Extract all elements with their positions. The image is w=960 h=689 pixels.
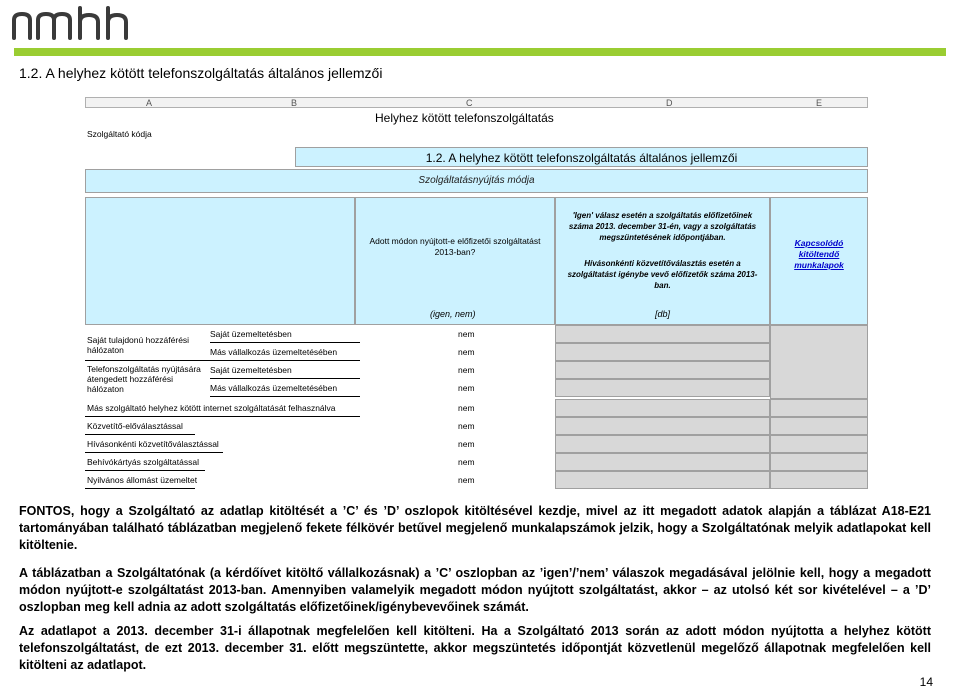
column-header-b[interactable]: B xyxy=(291,98,298,108)
table-row xyxy=(85,325,868,343)
unit-row xyxy=(85,305,868,325)
row-label-b: Saját üzemeltetésben xyxy=(210,365,292,375)
row-label-a: Telefonszolgáltatás nyújtására átengedett hozzáférési hálózaton xyxy=(87,364,201,394)
column-header-c[interactable]: C xyxy=(466,98,473,108)
row-label-a: Behívókártyás szolgáltatással xyxy=(87,457,199,467)
table-row xyxy=(85,343,868,361)
column-headers xyxy=(85,97,868,108)
section-title: 1.2. A helyhez kötött telefonszolgáltatás általános jellemzői xyxy=(19,65,383,81)
table-row xyxy=(85,399,868,417)
logo-text: nmhh xyxy=(10,6,13,7)
row-label-b: Saját üzemeltetésben xyxy=(210,329,292,339)
sub-title-row xyxy=(295,147,868,167)
row-label-a: Hívásonkénti közvetítőválasztással xyxy=(87,439,219,449)
table-row xyxy=(85,379,868,397)
column-header-e[interactable]: E xyxy=(816,98,823,108)
cell-d[interactable] xyxy=(555,399,770,417)
cell-e xyxy=(770,471,868,489)
table-row xyxy=(85,417,868,435)
row-label-a: Közvetítő-előválasztással xyxy=(87,421,183,431)
row-label-b: Más vállalkozás üzemeltetésében xyxy=(210,383,338,393)
related-sheets-link[interactable]: Kapcsolódó kitöltendő munkalapok xyxy=(794,238,844,270)
row-value-c[interactable]: nem xyxy=(458,365,475,375)
instruction-paragraph-1: FONTOS, hogy a Szolgáltató az adatlap kitöltését a ’C’ és ’D’ oszlopok kitöltésével kezdje, mivel az itt megadott adatok alapján a táblázat A18-E21 tartományában található táblázatban megjelenő fekete félkövér betűvel megjelenő munkalapszámok jelzik, hogy a Szolgáltatónak melyik adatlapokat kell kitöltenie. xyxy=(19,504,931,552)
nmhh-logo xyxy=(10,6,132,40)
table-row xyxy=(85,435,868,453)
cell-e xyxy=(770,399,868,417)
row-value-c[interactable]: nem xyxy=(458,475,475,485)
unit-c: (igen, nem) xyxy=(430,309,476,319)
cell-e xyxy=(770,453,868,471)
cell-e xyxy=(770,435,868,453)
column-header-d[interactable]: D xyxy=(666,98,673,108)
sub-title: 1.2. A helyhez kötött telefonszolgáltatás általános jellemzői xyxy=(425,151,738,165)
row-label-a: Más szolgáltató helyhez kötött internet szolgáltatását felhasználva xyxy=(87,403,336,413)
row-value-c[interactable]: nem xyxy=(458,329,475,339)
cell-d[interactable] xyxy=(555,379,770,397)
cell-d[interactable] xyxy=(555,343,770,361)
main-title: Helyhez kötött telefonszolgáltatás xyxy=(375,111,554,125)
cell-d[interactable] xyxy=(555,471,770,489)
row-value-c[interactable]: nem xyxy=(458,457,475,467)
row-value-c[interactable]: nem xyxy=(458,439,475,449)
row-divider xyxy=(210,396,360,397)
row-label-b: Más vállalkozás üzemeltetésében xyxy=(210,347,338,357)
col-d-header-1: 'Igen' válasz esetén a szolgáltatás előfizetőinek száma 2013. december 31-én, vagy a szolgáltatás megszüntetésének időpontjában. xyxy=(568,211,757,242)
provider-code-label: Szolgáltató kódja xyxy=(87,129,152,139)
row-value-c[interactable]: nem xyxy=(458,421,475,431)
header-accent-bar xyxy=(14,48,946,56)
cell-d[interactable] xyxy=(555,417,770,435)
spreadsheet xyxy=(85,97,868,490)
row-value-c[interactable]: nem xyxy=(458,403,475,413)
service-mode-row xyxy=(85,169,868,193)
cell-e xyxy=(770,417,868,435)
instruction-paragraph-2: A táblázatban a Szolgáltatónak (a kérdőívet kitöltő vállalkozásnak) a ’C’ oszlopban az ’igen’/’nem’ válaszok megadásával jelölnie kell, hogy a megadott módon nyújtott-e szolgáltatást 2013-ban. Amennyiben valamelyik megadott módon nyújtott szolgáltatást, akkor – az utolsó két sor kivételével – a ’D’ oszlopban meg kell adnia az adott szolgáltatás előfizetőinek/igénybevevőinek számát. xyxy=(19,566,931,614)
page-number: 14 xyxy=(919,675,933,689)
cell-d[interactable] xyxy=(555,361,770,379)
provider-code-row xyxy=(85,126,868,141)
row-value-c[interactable]: nem xyxy=(458,347,475,357)
col-d-header-2: Hívásonkénti közvetítőválasztás esetén a szolgáltatást igénybe vevő előfizetők száma 2013-ban. xyxy=(567,259,758,290)
row-label-a: Saját tulajdonú hozzáférési hálózaton xyxy=(87,335,190,355)
table-row xyxy=(85,361,868,379)
main-title-row xyxy=(85,108,868,126)
table-row xyxy=(85,453,868,471)
col-c-header: Adott módon nyújtott-e előfizetői szolgáltatást 2013-ban? xyxy=(369,236,541,257)
row-label-a: Nyilvános állomást üzemeltet xyxy=(87,475,198,485)
row-value-c[interactable]: nem xyxy=(458,383,475,393)
column-header-a[interactable]: A xyxy=(146,98,153,108)
table-row xyxy=(85,471,868,489)
cell-d[interactable] xyxy=(555,453,770,471)
row-divider xyxy=(85,488,195,489)
cell-d[interactable] xyxy=(555,325,770,343)
service-mode-label: Szolgáltatásnyújtás módja xyxy=(418,175,535,186)
cell-d[interactable] xyxy=(555,435,770,453)
instruction-paragraph-3: Az adatlapot a 2013. december 31-i állapotnak megfelelően kell kitölteni. Ha a Szolgáltató 2013 során az adott módon nyújtotta a helyhez kötött telefonszolgáltatást, de ezt 2013. december 31. előtt megszüntette, akkor megszüntetés időpontját közvetlenül megelőző állapotnak megfelelően kell kitölteni az adatlapot. xyxy=(19,624,931,672)
unit-d: [db] xyxy=(655,309,671,319)
